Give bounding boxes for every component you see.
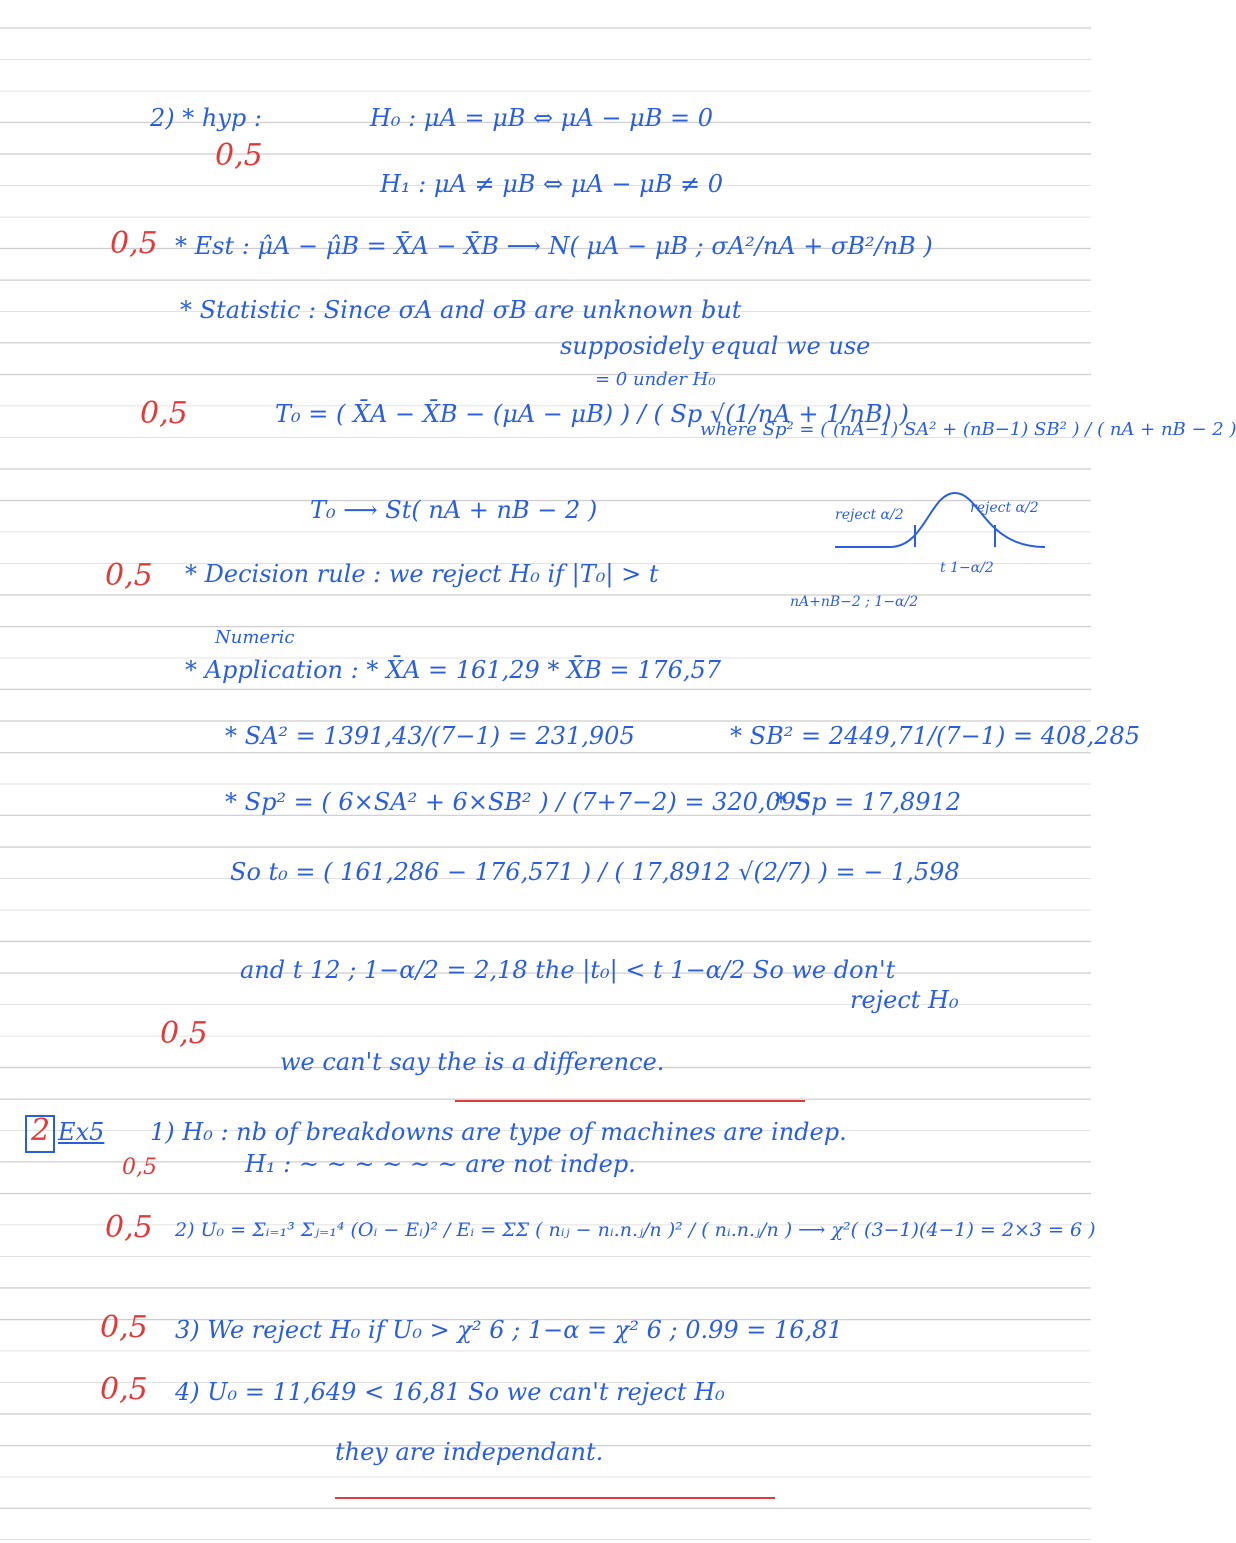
decision-rule: * Decision rule : we reject H₀ if |T₀| > t [185, 560, 659, 588]
grade-mark: 0,5 [122, 1155, 157, 1180]
t0-distribution: T₀ ⟶ St( nA + nB − 2 ) [310, 496, 598, 524]
statistic-line: * Statistic : Since σA and σB are unknown but [180, 296, 742, 324]
numeric-label: Numeric [215, 627, 295, 648]
grade-mark: 0,5 [100, 1372, 148, 1407]
critical-value-line: and t 12 ; 1−α/2 = 2,18 the |t₀| < t 1−α/2 So we don't [240, 956, 896, 984]
sa2-line: * SA² = 1391,43/(7−1) = 231,905 [225, 722, 635, 750]
grade-mark: 0,5 [110, 226, 158, 261]
grade-mark: 0,5 [105, 558, 153, 593]
exercise-label: Ex5 [58, 1118, 105, 1146]
pooled-variance-formula: where Sp² = ( (nA−1) SA² + (nB−1) SB² ) / ( nA + nB − 2 ) [700, 419, 1236, 440]
statistic-line-2: supposidely equal we use [560, 332, 871, 360]
conclusion-line: we can't say the is a difference. [280, 1048, 665, 1076]
grade-mark: 0,5 [160, 1016, 208, 1051]
alt-hypothesis: H₁ : μA ≠ μB ⇔ μA − μB ≠ 0 [380, 170, 723, 198]
application-line: * Application : * X̄A = 161,29 * X̄B = 176,57 [185, 656, 722, 684]
t-quantile-label: t 1−α/2 [940, 560, 994, 576]
null-hypothesis: H₀ : μA = μB ⇔ μA − μB = 0 [370, 104, 713, 132]
ex5-statistic: 2) U₀ = Σᵢ₌₁³ Σⱼ₌₁⁴ (Oᵢ − Eᵢ)² / Eᵢ = ΣΣ ( nᵢⱼ − nᵢ.n.ⱼ/n )² / ( nᵢ.n.ⱼ/n ) ⟶ χ²( (3−1)(4−1) = 2×3 = 6 ) [175, 1219, 1096, 1241]
grade-mark: 0,5 [215, 138, 263, 173]
sb2-line: * SB² = 2449,71/(7−1) = 408,285 [730, 722, 1141, 750]
grade-mark: 0,5 [105, 1210, 153, 1245]
hyp-label: 2) * hyp : [150, 104, 262, 132]
separator-rule [335, 1497, 775, 1499]
grade-mark: 0,5 [140, 396, 188, 431]
under-h0-note: = 0 under H₀ [595, 369, 716, 390]
sp2-line: * Sp² = ( 6×SA² + 6×SB² ) / (7+7−2) = 320,095 [225, 788, 812, 816]
reject-region-right: reject α/2 [970, 500, 1039, 516]
decision-rule-subscript: nA+nB−2 ; 1−α/2 [790, 594, 919, 610]
separator-rule [455, 1100, 805, 1102]
t0-value: So t₀ = ( 161,286 − 176,571 ) / ( 17,8912 √(2/7) ) = − 1,598 [230, 858, 960, 886]
reject-region-left: reject α/2 [835, 507, 904, 523]
t0-formula: T₀ = ( X̄A − X̄B − (μA − μB) ) / ( Sp √(1/nA + 1/nB) ) [275, 400, 909, 428]
ex5-result: 4) U₀ = 11,649 < 16,81 So we can't reject H₀ [175, 1378, 725, 1406]
ex5-decision-rule: 3) We reject H₀ if U₀ > χ² 6 ; 1−α = χ² 6 ; 0.99 = 16,81 [175, 1316, 843, 1344]
points-value: 2 [31, 1113, 51, 1148]
estimator-line: * Est : μ̂A − μ̂B = X̄A − X̄B ⟶ N( μA − μB ; σA²/nA + σB²/nB ) [175, 232, 933, 260]
grade-mark: 0,5 [100, 1310, 148, 1345]
critical-value-line-2: reject H₀ [850, 986, 959, 1014]
ex5-h0: 1) H₀ : nb of breakdowns are type of machines are indep. [150, 1118, 847, 1146]
ex5-h1: H₁ : ~ ~ ~ ~ ~ ~ are not indep. [245, 1150, 636, 1178]
sp-line: * Sp = 17,8912 [775, 788, 962, 816]
ex5-conclusion: they are independant. [335, 1438, 604, 1466]
